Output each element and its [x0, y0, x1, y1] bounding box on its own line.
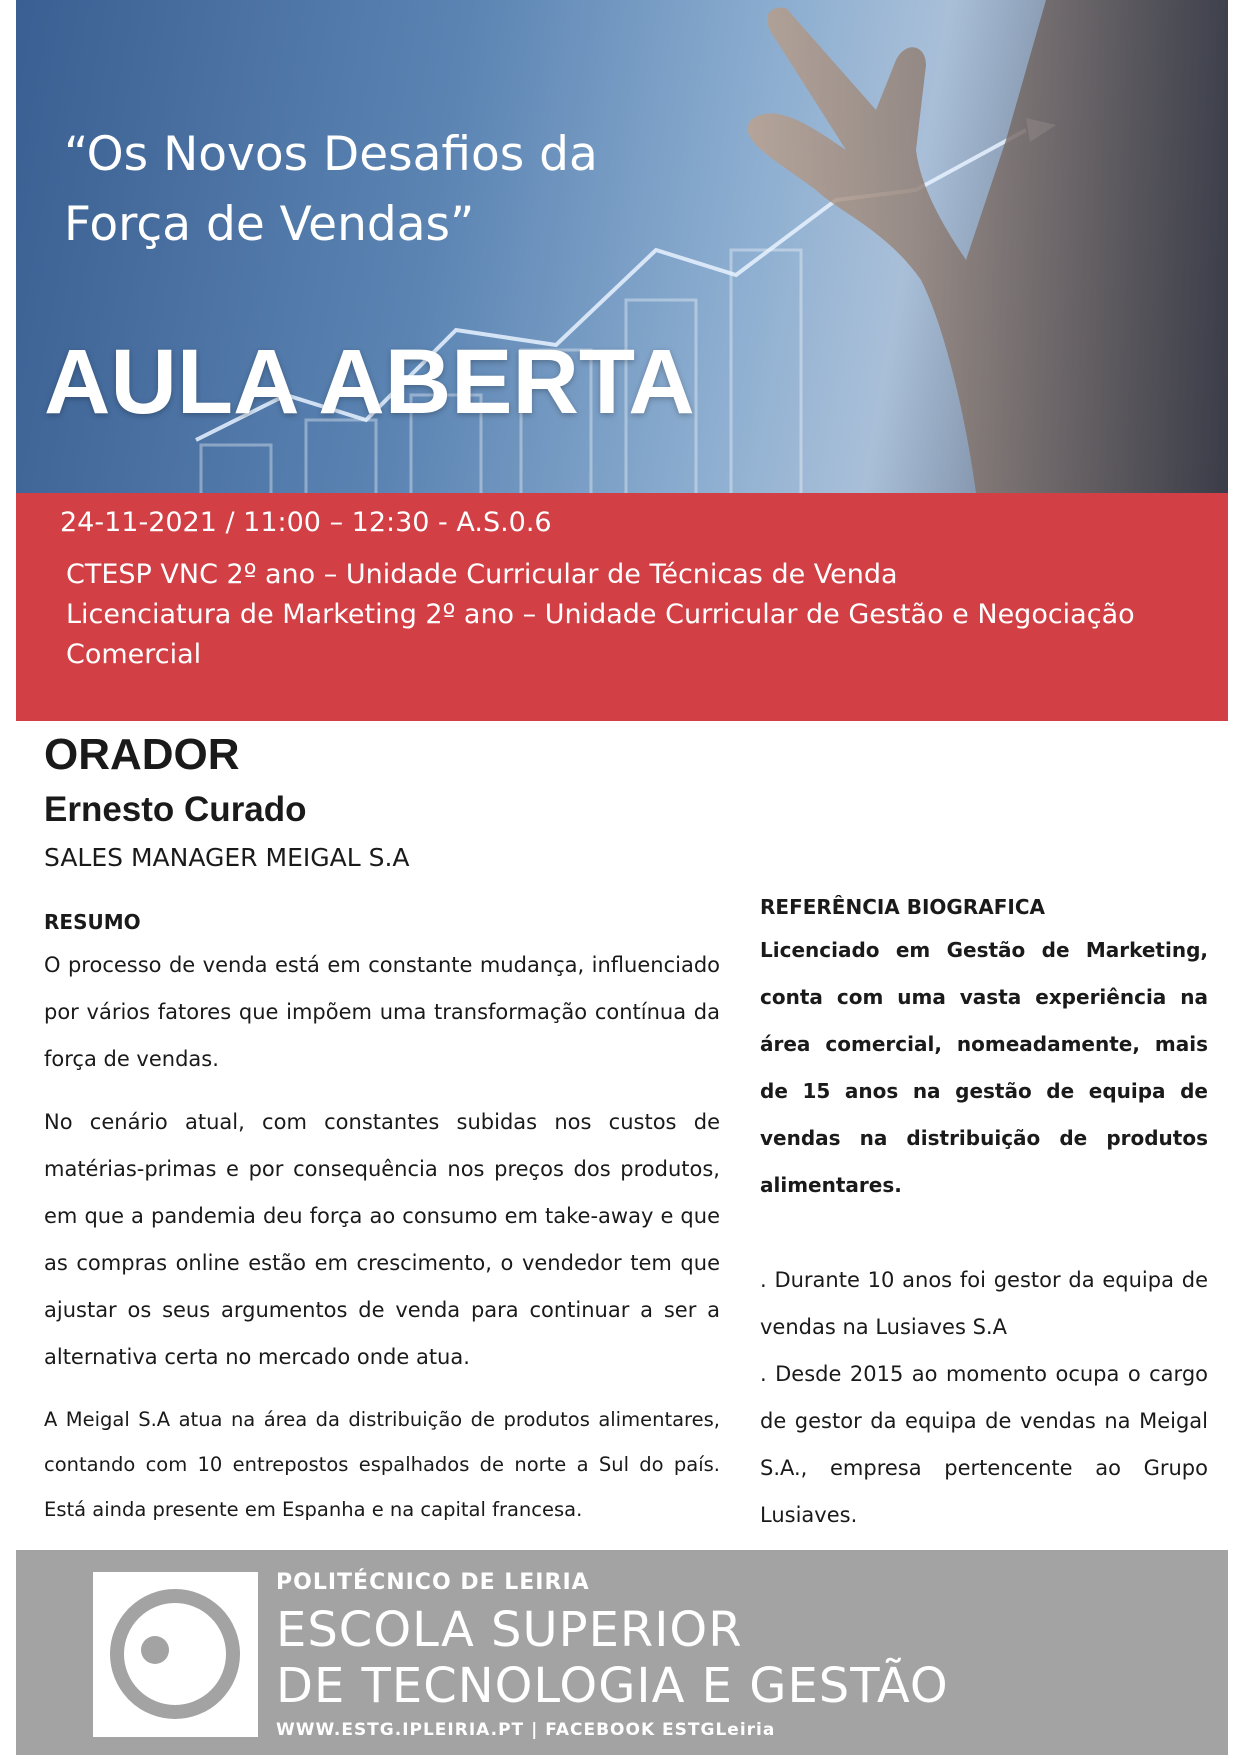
- resumo-paragraph-1: O processo de venda está em constante mudança, influenciado por vários fatores que impõem uma transformação contínua da força de vendas.: [44, 953, 720, 1071]
- course-line-2: Licenciatura de Marketing 2º ano – Unidade Curricular de Gestão e Negociação: [66, 599, 1135, 630]
- bio-paragraph-3: . Desde 2015 ao momento ocupa o cargo de gestor da equipa de vendas na Meigal S.A., empresa pertencente ao Grupo Lusiaves.: [760, 1362, 1208, 1527]
- bio-paragraph-2: . Durante 10 anos foi gestor da equipa de vendas na Lusiaves S.A: [760, 1268, 1208, 1339]
- institution-name: POLITÉCNICO DE LEIRIA: [276, 1570, 590, 1595]
- school-logo-icon: [93, 1572, 258, 1737]
- resumo-paragraph-2: No cenário atual, com constantes subidas nos custos de matérias-primas e por consequência nos preços dos produtos, em que a pandemia deu força ao consumo em take-away e que as compras online estão em crescimento, o vendedor tem que ajustar os seus argumentos de venda para continuar a ser a alternativa certa no mercado onde atua.: [44, 1110, 720, 1369]
- footer: [16, 1550, 1228, 1755]
- event-datetime: 24-11-2021 / 11:00 – 12:30 - A.S.0.6: [60, 507, 552, 538]
- footer-contacts: WWW.ESTG.IPLEIRIA.PT | FACEBOOK ESTGLeiria: [276, 1720, 776, 1740]
- speaker-heading: ORADOR: [44, 730, 240, 779]
- speaker-role: SALES MANAGER MEIGAL S.A: [44, 843, 410, 872]
- event-info-band: [16, 493, 1228, 721]
- course-line-2-cont: Comercial: [66, 639, 202, 670]
- school-name-line2: DE TECNOLOGIA E GESTÃO: [276, 1658, 949, 1714]
- hero-title-line1: “Os Novos Desafios da: [64, 127, 598, 182]
- bio-heading: REFERÊNCIA BIOGRAFICA: [760, 895, 1045, 919]
- hero-title-line2: Força de Vendas”: [64, 197, 475, 252]
- resumo-paragraph-3: A Meigal S.A atua na área da distribuição de produtos alimentares, contando com 10 entrepostos espalhados de norte a Sul do país. Está ainda presente em Espanha e na capital francesa.: [44, 1408, 720, 1521]
- speaker-name: Ernesto Curado: [44, 790, 307, 829]
- resumo-heading: RESUMO: [44, 910, 141, 934]
- course-line-1: CTESP VNC 2º ano – Unidade Curricular de Técnicas de Venda: [66, 559, 898, 590]
- bio-paragraph-1: Licenciado em Gestão de Marketing, conta com uma vasta experiência na área comercial, nomeadamente, mais de 15 anos na gestão de equipa de vendas na distribuição de produtos alimentares.: [760, 938, 1208, 1197]
- hero-banner: [16, 0, 1228, 493]
- resumo-column: [44, 910, 720, 1548]
- hero-title: [64, 120, 784, 260]
- school-logo: [93, 1572, 258, 1737]
- bio-column: [760, 895, 1208, 1555]
- school-name-line1: ESCOLA SUPERIOR: [276, 1602, 743, 1658]
- hero-headline: AULA ABERTA: [44, 331, 695, 433]
